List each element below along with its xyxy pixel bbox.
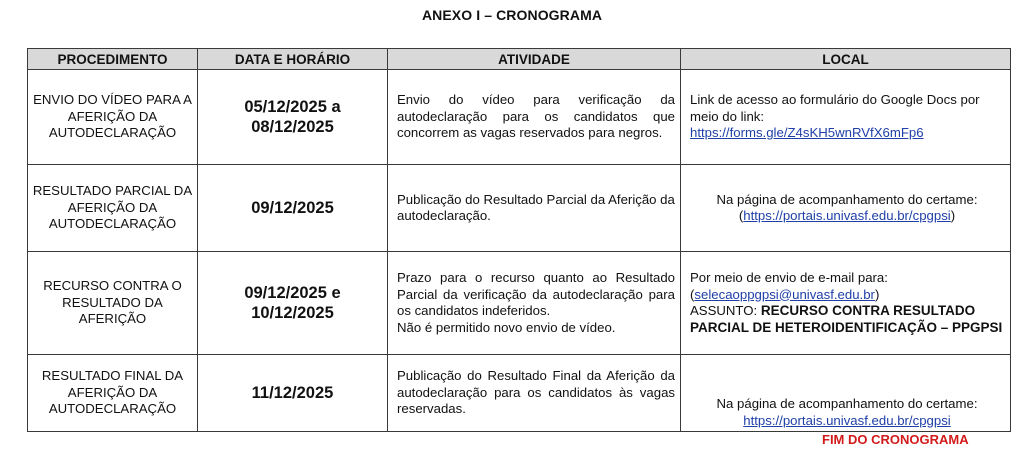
table-row: [28, 355, 1011, 432]
atividade-cell: [388, 252, 681, 355]
date-cell: [198, 165, 388, 252]
date-cell: [198, 355, 388, 432]
atividade-text: Prazo para o recurso quanto ao Resultado Parcial da verificação da autodeclaração para os candidatos indeferidos.: [397, 270, 675, 318]
procedimento-cell: RECURSO CONTRA O RESULTADO DA AFERIÇÃO: [28, 252, 198, 355]
date-line: 08/12/2025: [251, 118, 334, 136]
date-line: 11/12/2025: [251, 384, 334, 402]
procedimento-cell: ENVIO DO VÍDEO PARA A AFERIÇÃO DA AUTODECLARAÇÃO: [28, 70, 198, 165]
local-text: Na página de acompanhamento do certame:: [716, 396, 978, 411]
header-data-horario: DATA E HORÁRIO: [198, 49, 388, 70]
local-cell: [681, 165, 1011, 252]
date-line: 09/12/2025: [251, 199, 334, 217]
date-line: 05/12/2025 a: [244, 98, 341, 116]
subject-text: RECURSO CONTRA RESULTADO PARCIAL DE HETEROIDENTIFICAÇÃO – PPGPSI: [690, 303, 1003, 335]
portal-link[interactable]: https://portais.univasf.edu.br/cpgpsi: [743, 208, 951, 223]
document-title: ANEXO I – CRONOGRAMA: [421, 7, 603, 23]
atividade-cell: Publicação do Resultado Final da Aferição da autodeclaração para os candidatos às vagas reservadas.: [388, 355, 681, 432]
date-line: 09/12/2025 e: [244, 284, 341, 302]
paren-close: ): [950, 208, 956, 223]
date-cell: [198, 70, 388, 165]
table-row: [28, 165, 1011, 252]
paren-open: (: [690, 286, 695, 302]
date-line: 10/12/2025: [251, 304, 334, 322]
atividade-cell: Publicação do Resultado Parcial da Aferição da autodeclaração.: [388, 165, 681, 252]
google-form-link[interactable]: https://forms.gle/Z4sKH5wnRVfX6mFp6: [690, 125, 924, 141]
date-cell: [198, 252, 388, 355]
atividade-cell: Envio do vídeo para verificação da autodeclaração para os candidatos que concorrem as vagas reservados para negros.: [388, 70, 681, 165]
table-header-row: [28, 49, 1011, 70]
local-cell: [681, 70, 1011, 165]
table-row: [28, 70, 1011, 165]
atividade-note: Não é permitido novo envio de vídeo.: [397, 319, 616, 335]
table-row: [28, 252, 1011, 355]
local-cell: [681, 355, 1011, 432]
paren-close: ): [874, 286, 880, 302]
local-cell: [681, 252, 1011, 355]
procedimento-cell: RESULTADO PARCIAL DA AFERIÇÃO DA AUTODECLARAÇÃO: [28, 165, 198, 252]
local-text: Na página de acompanhamento do certame:: [716, 191, 978, 207]
header-local: LOCAL: [681, 49, 1011, 70]
schedule-table: [27, 48, 1011, 432]
header-atividade: ATIVIDADE: [388, 49, 681, 70]
paren-open: (: [738, 208, 744, 223]
procedimento-cell: RESULTADO FINAL DA AFERIÇÃO DA AUTODECLARAÇÃO: [28, 355, 198, 432]
local-text: Link de acesso ao formulário do Google Docs por meio do link:: [690, 92, 980, 124]
email-link[interactable]: selecaoppgpsi@univasf.edu.br: [694, 286, 875, 302]
local-text: Por meio de envio de e-mail para:: [690, 270, 888, 285]
header-procedimento: PROCEDIMENTO: [28, 49, 198, 70]
subject-label: ASSUNTO:: [690, 303, 761, 318]
end-of-schedule-label: FIM DO CRONOGRAMA: [822, 432, 969, 447]
portal-link[interactable]: https://portais.univasf.edu.br/cpgpsi: [743, 412, 951, 428]
